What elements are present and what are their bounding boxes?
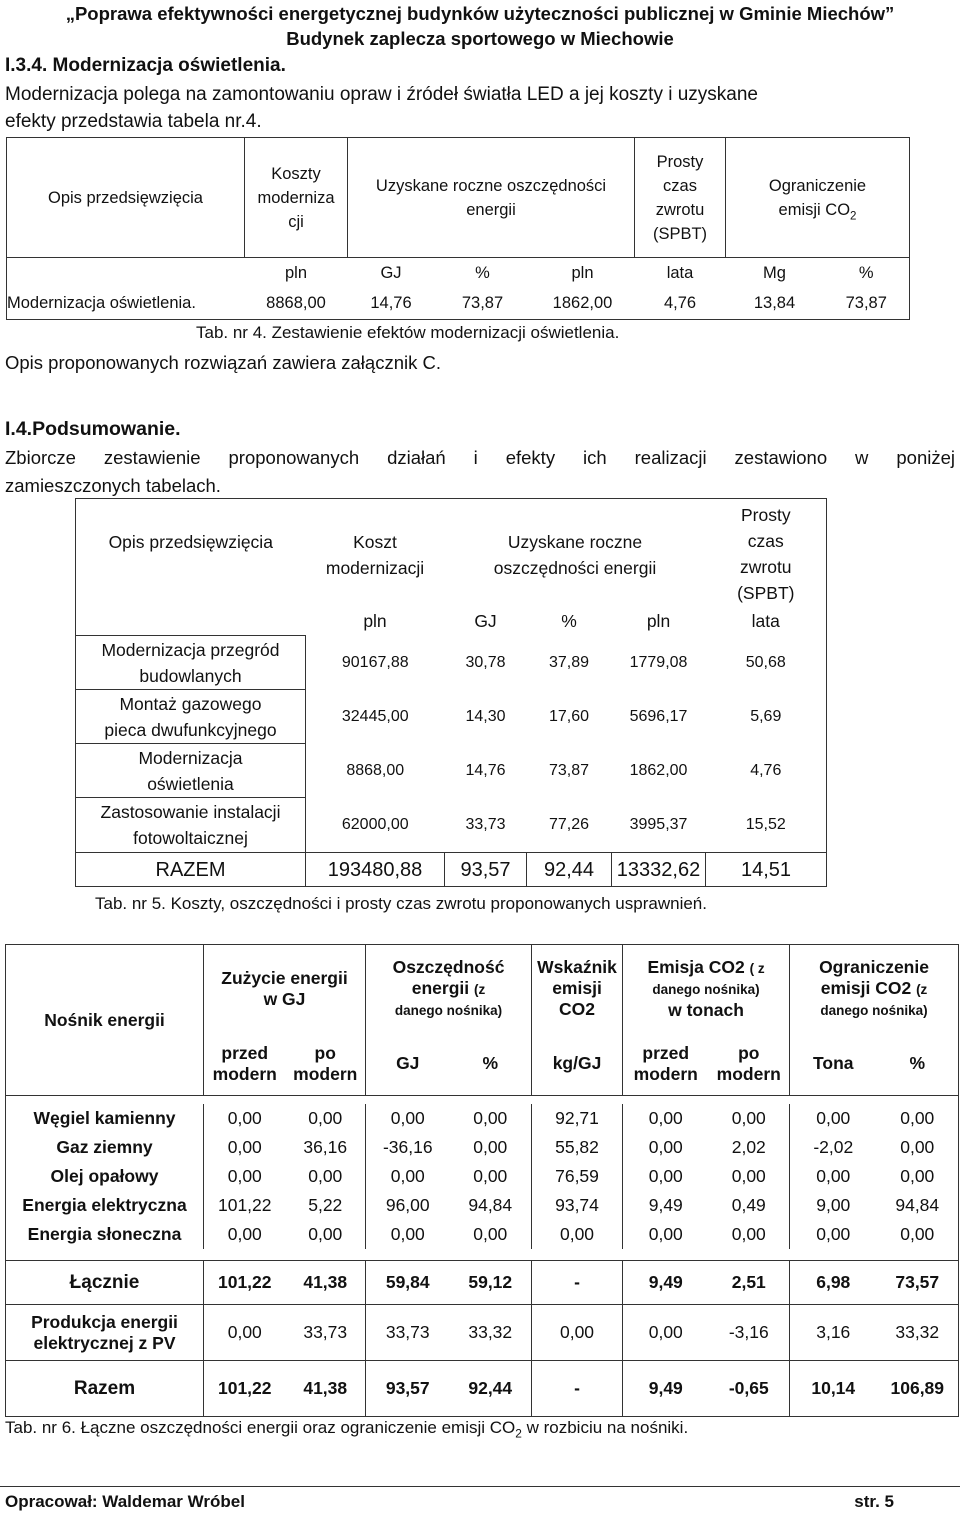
header-cell: [635, 138, 726, 258]
value-cell: 1862,00: [531, 288, 635, 320]
column-header-index: CO2: [559, 999, 595, 1020]
section-paragraph-line: Zbiorcze zestawienie proponowanych działań i efekty ich realizacji zestawiono w poniżej: [5, 447, 955, 468]
value-cell: 33,73: [366, 1305, 450, 1361]
unit-cell-empty: [7, 258, 245, 288]
value-cell: 0,00: [450, 1133, 532, 1162]
value-cell: 0,00: [227, 1107, 262, 1128]
column-header-cost: Koszt: [353, 532, 397, 552]
row-label: [76, 798, 306, 853]
header-text: (z: [916, 981, 928, 997]
row-label-line: fotowoltaicznej: [133, 828, 248, 848]
section-paragraph-line: efekty przedstawia tabela nr.4.: [5, 111, 262, 132]
spacer: [6, 1249, 959, 1261]
subheader-tona: Tona: [813, 1053, 854, 1074]
value-cell: 0,00: [648, 1165, 683, 1186]
row-label-line: pieca dwufunkcyjnego: [104, 719, 277, 740]
value-cell: 10,14: [790, 1361, 877, 1417]
column-header-spbt: czas: [747, 531, 784, 551]
value-cell: 9,49: [648, 1194, 683, 1215]
subheader-before: [623, 1033, 709, 1096]
row-label: Razem: [6, 1361, 204, 1417]
column-header-emission: danego nośnika): [652, 981, 760, 997]
table-row: [76, 690, 827, 744]
value-cell: 0,00: [648, 1136, 683, 1157]
value-cell: 0,00: [709, 1162, 790, 1191]
subheader-text: modern: [293, 1063, 358, 1084]
value-cell: 5696,17: [629, 707, 688, 725]
value-cell: 4,76: [635, 288, 726, 320]
value-cell: 73,87: [435, 288, 531, 320]
header-cell: [348, 138, 635, 258]
value-cell: 0,00: [648, 1223, 683, 1244]
header-cell: [306, 499, 445, 607]
column-header-savings: oszczędności energii: [493, 558, 657, 578]
value-cell: 92,71: [532, 1104, 623, 1133]
table-emission-by-carrier: [5, 944, 959, 1417]
value-cell: 59,84: [366, 1261, 450, 1305]
row-label: Olej opałowy: [6, 1162, 204, 1191]
header-cell: [623, 945, 790, 1033]
document-header-subtitle: Budynek zaplecza sportowego w Miechowie: [286, 28, 674, 49]
unit-cell: pln: [363, 611, 387, 631]
column-header-limit: danego nośnika): [820, 1002, 928, 1018]
header-cell: [790, 945, 959, 1033]
table-row: [76, 798, 827, 853]
value-cell: 41,38: [286, 1361, 366, 1417]
column-header-co2-limit: Ograniczenie: [768, 176, 867, 195]
value-cell: 37,89: [548, 653, 590, 671]
value-cell: -: [532, 1261, 623, 1305]
header-cell: [726, 138, 910, 258]
value-cell: 59,12: [450, 1261, 532, 1305]
row-label: Modernizacja oświetlenia.: [7, 288, 245, 320]
value-cell: 3,16: [790, 1305, 877, 1361]
column-header-description: Opis przedsięwzięcia: [108, 532, 273, 552]
row-label-line: Montaż gazowego: [119, 693, 262, 714]
section-heading-summary: I.4.Podsumowanie.: [5, 418, 181, 440]
value-cell: 32445,00: [341, 707, 409, 725]
subheader-after: [709, 1033, 790, 1096]
subheader-text: po: [314, 1042, 336, 1063]
value-cell: 4,76: [706, 744, 827, 798]
value-cell: 0,00: [227, 1165, 262, 1186]
subheader-gj: GJ: [396, 1053, 420, 1074]
value-cell: -3,16: [709, 1305, 790, 1361]
value-cell: 5,22: [286, 1191, 366, 1220]
value-cell: 0,00: [816, 1223, 851, 1244]
column-header-emission: [623, 957, 789, 979]
value-cell: 0,00: [623, 1305, 709, 1361]
table-row: [6, 1305, 959, 1361]
table-lighting-effects: [6, 137, 910, 320]
column-header-spbt: Prosty: [656, 152, 704, 171]
value-cell: 93,74: [532, 1191, 623, 1220]
value-cell: 96,00: [385, 1194, 430, 1215]
value-cell: 0,00: [227, 1136, 262, 1157]
value-cell: -36,16: [382, 1136, 433, 1157]
table-row: [76, 744, 827, 798]
co2-label: emisji CO: [778, 200, 851, 219]
value-cell: 0,00: [816, 1165, 851, 1186]
co2-subscript: 2: [850, 209, 857, 222]
row-label: Energia elektryczna: [6, 1191, 204, 1220]
value-cell: 36,16: [286, 1133, 366, 1162]
column-header-spbt: (SPBT): [652, 224, 708, 243]
row-label-line: oświetlenia: [147, 773, 234, 794]
subheader-text: przed: [221, 1042, 269, 1063]
column-header-saving: [366, 978, 531, 1000]
value-cell: 1862,00: [629, 761, 688, 779]
value-cell: 73,57: [877, 1261, 959, 1305]
table-row: [6, 1133, 959, 1162]
header-cell: [706, 499, 827, 607]
value-cell: 92,44: [450, 1361, 532, 1417]
value-cell: 90167,88: [341, 653, 409, 671]
attachment-note: Opis proponowanych rozwiązań zawiera załącznik C.: [5, 352, 441, 373]
value-cell: 14,76: [348, 288, 435, 320]
column-header-emission: w tonach: [668, 999, 744, 1020]
table-row: [6, 1191, 959, 1220]
column-header-savings: energii: [466, 200, 516, 219]
column-header-spbt: czas: [663, 176, 697, 195]
unit-cell: GJ: [474, 611, 497, 631]
value-cell: 9,49: [623, 1261, 709, 1305]
unit-cell: lata: [666, 263, 694, 282]
value-cell: 0,00: [286, 1220, 366, 1249]
value-cell: 0,00: [877, 1220, 959, 1249]
value-cell: 8868,00: [245, 288, 348, 320]
row-label-line: Produkcja energii: [31, 1311, 178, 1332]
total-value: 14,51: [706, 853, 827, 887]
value-cell: 0,49: [709, 1191, 790, 1220]
value-cell: 0,00: [450, 1220, 532, 1249]
row-label-line: elektrycznej z PV: [33, 1332, 176, 1353]
total-value: 13332,62: [612, 853, 706, 887]
value-cell: 9,00: [816, 1194, 851, 1215]
value-cell: 0,00: [709, 1220, 790, 1249]
value-cell: 8868,00: [346, 761, 405, 779]
column-header-index: emisji: [552, 978, 602, 999]
value-cell: 6,98: [790, 1261, 877, 1305]
value-cell: 13,84: [726, 288, 824, 320]
value-cell: 14,76: [465, 761, 506, 779]
column-header-cost: Koszty: [271, 164, 321, 183]
value-cell: 76,59: [532, 1162, 623, 1191]
column-header-index: Wskaźnik: [537, 957, 617, 978]
header-cell: [204, 945, 366, 1033]
unit-cell: Mg: [763, 263, 786, 282]
row-label-line: Modernizacja przegród: [101, 639, 280, 660]
row-label: [76, 636, 306, 690]
value-cell: 41,38: [286, 1261, 366, 1305]
table-summary-costs: [75, 498, 827, 887]
value-cell: 0,00: [816, 1107, 851, 1128]
row-label: Węgiel kamienny: [6, 1104, 204, 1133]
table-row: [6, 1220, 959, 1249]
column-header-description: Opis przedsięwzięcia: [48, 188, 203, 207]
value-cell: 93,57: [366, 1361, 450, 1417]
header-text: energii: [411, 977, 470, 998]
row-label: Energia słoneczna: [6, 1220, 204, 1249]
section-heading-lighting: I.3.4. Modernizacja oświetlenia.: [5, 55, 286, 76]
value-cell: 0,00: [532, 1305, 623, 1361]
table-caption: Tab. nr 4. Zestawienie efektów modernizacji oświetlenia.: [196, 323, 620, 342]
subheader-text: modern: [716, 1063, 781, 1084]
header-cell: [532, 945, 623, 1033]
value-cell: 0,00: [227, 1223, 262, 1244]
subheader-kg-gj: kg/GJ: [532, 1033, 623, 1096]
value-cell: 101,22: [204, 1361, 286, 1417]
value-cell: 0,00: [532, 1220, 623, 1249]
subheader-text: po: [738, 1042, 760, 1063]
table-caption: Tab. nr 5. Koszty, oszczędności i prosty czas zwrotu proponowanych usprawnień.: [95, 894, 707, 913]
header-text: emisji CO2: [820, 977, 912, 998]
row-label: [76, 690, 306, 744]
column-header-limit: [790, 978, 958, 1000]
header-text: (z: [474, 981, 486, 997]
column-header-limit: Ograniczenie: [819, 956, 929, 977]
column-header-saving: Oszczędność: [392, 956, 505, 977]
unit-cell: %: [824, 258, 910, 288]
value-cell: 73,87: [824, 288, 910, 320]
table-row: [76, 636, 827, 690]
column-header-carrier: Nośnik energii: [6, 945, 204, 1096]
value-cell: 33,73: [286, 1305, 366, 1361]
value-cell: 62000,00: [306, 798, 445, 853]
header-cell: [76, 499, 306, 607]
value-cell: 33,32: [877, 1305, 959, 1361]
value-cell: 30,78: [465, 653, 506, 671]
column-header-cost: modernizacji: [325, 558, 425, 578]
subheader-after: [286, 1033, 366, 1096]
header-cell: [245, 138, 348, 258]
table-grand-total-row: [6, 1361, 959, 1417]
value-cell: 1779,08: [629, 653, 688, 671]
footer-page-number: str. 5: [854, 1492, 894, 1511]
unit-cell: pln: [284, 263, 308, 282]
unit-cell-empty: [76, 607, 306, 636]
section-paragraph-line: Modernizacja polega na zamontowaniu opraw i źródeł światła LED a jej koszty i uzyskane: [5, 84, 758, 105]
row-label-line: budowlanych: [139, 665, 242, 686]
value-cell: 0,00: [390, 1223, 425, 1244]
value-cell: 73,87: [548, 761, 590, 779]
value-cell: 2,02: [709, 1133, 790, 1162]
column-header-usage: w GJ: [263, 988, 306, 1009]
column-header-usage: Zużycie energii: [221, 967, 348, 988]
value-cell: 0,00: [877, 1162, 959, 1191]
table-row: [6, 1162, 959, 1191]
row-label: [76, 744, 306, 798]
subheader-text: przed: [642, 1042, 690, 1063]
value-cell: 106,89: [877, 1361, 959, 1417]
footer-rule: [0, 1486, 960, 1487]
header-cell: [7, 138, 245, 258]
header-text: ( z: [749, 960, 765, 976]
value-cell: -: [532, 1361, 623, 1417]
header-cell: [366, 945, 532, 1033]
value-cell: 33,73: [445, 798, 527, 853]
value-cell: 5,69: [706, 690, 827, 744]
row-label: [6, 1305, 204, 1361]
value-cell: 94,84: [877, 1191, 959, 1220]
caption-text: Tab. nr 6. Łączne oszczędności energii oraz ograniczenie emisji CO: [5, 1418, 516, 1437]
value-cell: 0,00: [648, 1107, 683, 1128]
value-cell: -0,65: [709, 1361, 790, 1417]
column-header-co2-limit: [726, 198, 909, 222]
value-cell: 94,84: [450, 1191, 532, 1220]
row-label: Gaz ziemny: [6, 1133, 204, 1162]
value-cell: 101,22: [204, 1261, 286, 1305]
total-value: 193480,88: [306, 853, 445, 887]
header-cell: [445, 499, 706, 607]
caption-subscript: 2: [515, 1426, 522, 1441]
value-cell: 9,49: [623, 1361, 709, 1417]
value-cell: 0,00: [390, 1107, 425, 1128]
column-header-spbt: zwrotu: [655, 200, 705, 219]
unit-cell: lata: [706, 607, 827, 636]
subheader-text: modern: [633, 1063, 698, 1084]
unit-cell: %: [561, 611, 577, 631]
value-cell: 0,00: [709, 1104, 790, 1133]
table-caption: [5, 1418, 689, 1441]
value-cell: 77,26: [527, 798, 612, 853]
total-value: 93,57: [445, 853, 527, 887]
column-header-saving: danego nośnika): [394, 1002, 503, 1018]
value-cell: 0,00: [286, 1162, 366, 1191]
unit-cell: %: [475, 263, 490, 282]
footer-author: Opracował: Waldemar Wróbel: [5, 1492, 245, 1511]
section-paragraph-line: zamieszczonych tabelach.: [5, 475, 221, 496]
column-header-cost: cji: [288, 212, 304, 231]
value-cell: 50,68: [706, 636, 827, 690]
column-header-savings: Uzyskane roczne oszczędności: [375, 176, 607, 195]
table-total-row: [76, 853, 827, 887]
unit-cell: pln: [571, 263, 594, 282]
subheader-percent: %: [877, 1033, 959, 1096]
unit-cell: pln: [646, 611, 671, 631]
subheader-before: [204, 1033, 286, 1096]
header-text: Emisja CO2: [647, 956, 745, 977]
value-cell: 14,30: [465, 707, 506, 725]
table-row: [6, 1104, 959, 1133]
value-cell: 17,60: [548, 707, 590, 725]
column-header-cost: moderniza: [257, 188, 335, 207]
value-cell: 0,00: [390, 1165, 425, 1186]
document-header-title: „Poprawa efektywności energetycznej budynków użyteczności publicznej w Gminie Miechów”: [65, 3, 895, 24]
row-label-line: Zastosowanie instalacji: [100, 802, 281, 822]
total-label: RAZEM: [76, 853, 306, 887]
total-value: 92,44: [527, 853, 612, 887]
value-cell: 3995,37: [612, 798, 706, 853]
value-cell: 2,51: [709, 1261, 790, 1305]
column-header-spbt: Prosty: [740, 505, 791, 525]
spacer: [6, 1096, 959, 1104]
value-cell: 15,52: [706, 798, 827, 853]
subheader-text: modern: [212, 1063, 277, 1084]
unit-cell: GJ: [380, 263, 402, 282]
value-cell: 0,00: [877, 1104, 959, 1133]
value-cell: 0,00: [204, 1305, 286, 1361]
value-cell: 101,22: [217, 1194, 272, 1215]
column-header-spbt: zwrotu: [740, 557, 792, 577]
column-header-savings: Uzyskane roczne: [507, 532, 643, 552]
value-cell: 55,82: [532, 1133, 623, 1162]
value-cell: 33,32: [450, 1305, 532, 1361]
value-cell: 0,00: [450, 1104, 532, 1133]
caption-text: w rozbiciu na nośniki.: [521, 1418, 689, 1437]
subheader-percent: %: [450, 1033, 532, 1096]
value-cell: 0,00: [877, 1133, 959, 1162]
column-header-spbt: (SPBT): [737, 583, 795, 603]
value-cell: 0,00: [450, 1162, 532, 1191]
table-total-row: [6, 1261, 959, 1305]
value-cell: -2,02: [813, 1136, 854, 1157]
row-label-line: Modernizacja: [138, 747, 243, 768]
row-label: Łącznie: [6, 1261, 204, 1305]
value-cell: 0,00: [286, 1104, 366, 1133]
